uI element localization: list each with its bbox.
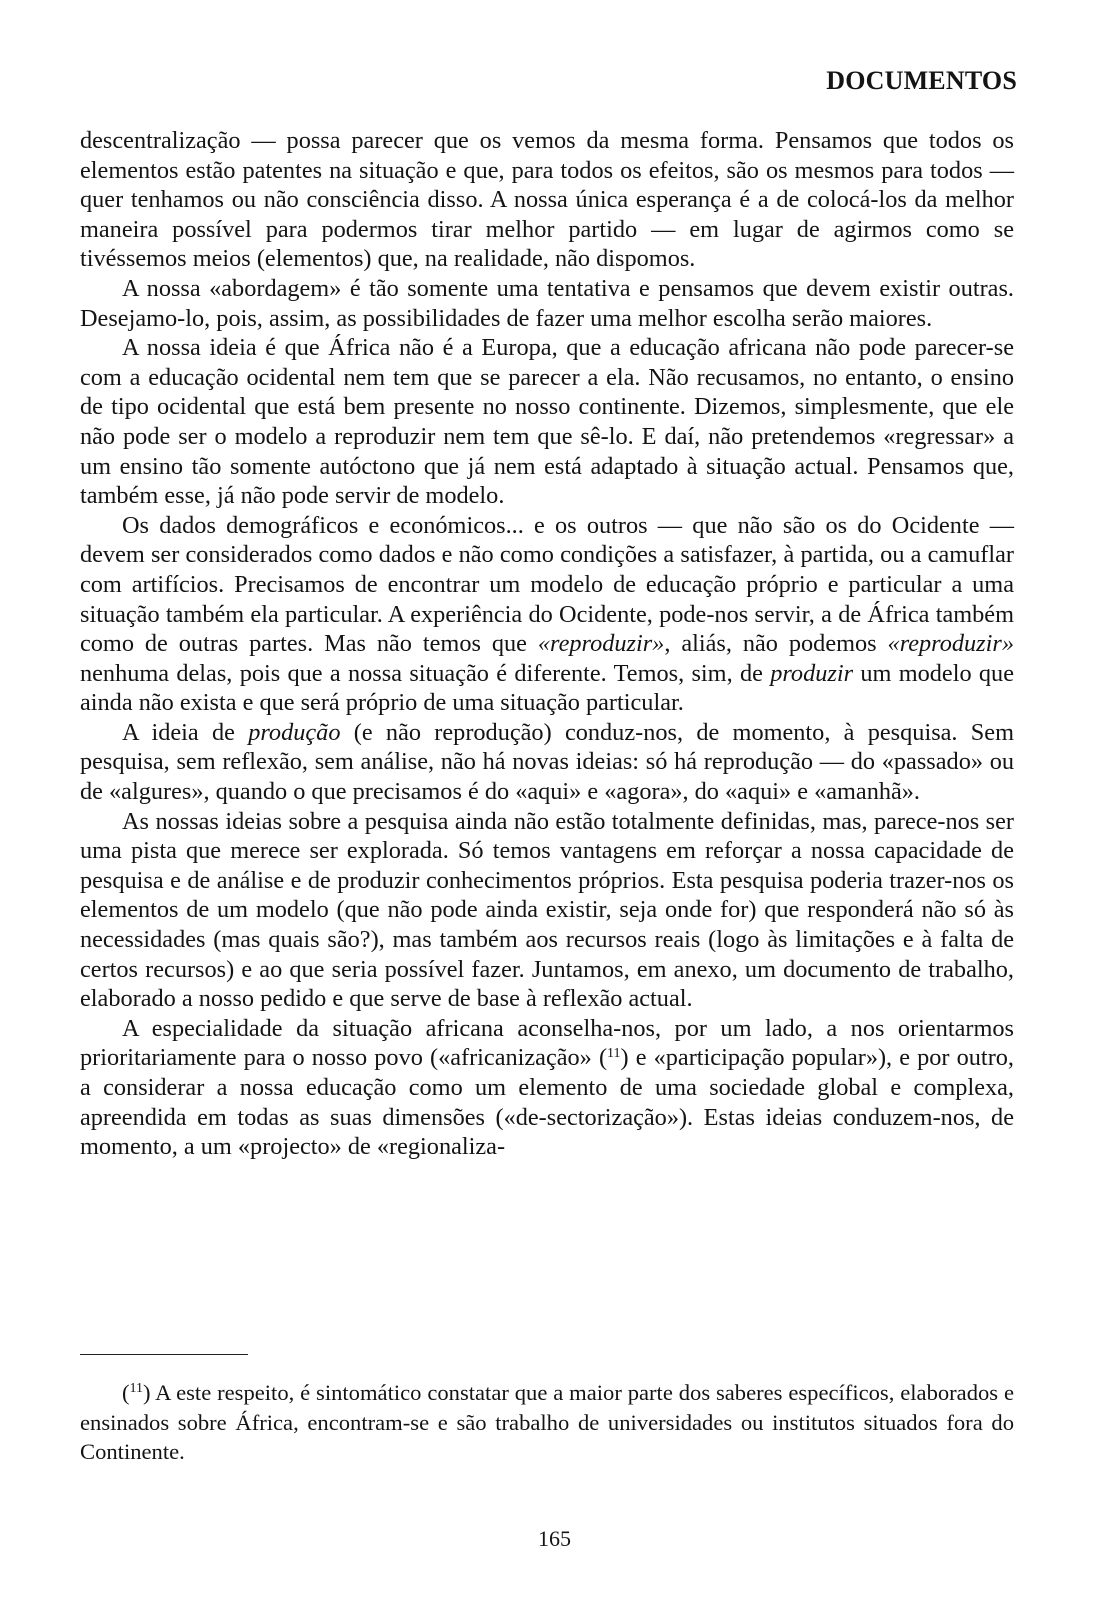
page-number: 165 [538, 1526, 571, 1551]
paragraph-4-italic-1: «reproduzir» [537, 630, 665, 658]
running-head: DOCUMENTOS [826, 66, 1017, 95]
footnote-text: A este respeito, é sintomático constatar que a maior parte dos saberes específicos, elaborados e ensinados sobre África, encontram-se e são trabalho de universidades ou institutos situados fora do Continente. [80, 1380, 1014, 1464]
paragraph-4-text-3: nenhuma delas, pois que a nossa situação é diferente. Temos, sim, de [80, 659, 771, 687]
footnote-marker: 11 [129, 1381, 144, 1396]
paragraph-7-text-1: A especialidade da situação africana aconselha-nos, por um lado, a nos orientarmos prioritariamente para o nosso povo («africanização» ( [80, 1014, 1014, 1072]
paragraph-4-text-4: um modelo que ainda não exista e que será próprio de uma situação particular. [80, 659, 1014, 717]
footnote-close-paren: ) [143, 1380, 151, 1405]
paragraph-5-text-2: (e não reprodução) conduz-nos, de momento, à pesquisa. Sem pesquisa, sem reflexão, sem análise, não há novas ideias: só há reprodução — do «passado» ou de «algures», quando o que precisamos é do «aqui» e «agora», do «aqui» e «amanhã». [80, 718, 1014, 806]
paragraph-4 [80, 511, 1014, 718]
footnote [80, 1378, 1014, 1467]
paragraph-6: As nossas ideias sobre a pesquisa ainda não estão totalmente definidas, mas, parece-nos ser uma pista que merece ser explorada. Só temos vantagens em reforçar a nossa capacidade de pesquisa e de análise e de produzir conhecimentos próprios. Esta pesquisa poderia trazer-nos os elementos de um modelo (que não pode ainda existir, seja onde for) que responderá não só às necessidades (mas quais são?), mas também aos recursos reais (logo às limitações e à falta de certos recursos) e ao que seria possível fazer. Juntamos, em anexo, um documento de trabalho, elaborado a nosso pedido e que serve de base à reflexão actual. [80, 807, 1014, 1013]
paragraph-4-text-1: Os dados demográficos e económicos... e os outros — que não são os do Ocidente — devem ser considerados como dados e não como condições a satisfazer, à partida, ou a camuflar com artifícios. Precisamos de encontrar um modelo de educação próprio e particular a uma situação também ela particular. A experiência do Ocidente, pode-nos servir, a de África também como de outras partes. Mas não temos que [80, 511, 1014, 658]
paragraph-2: A nossa «abordagem» é tão somente uma tentativa e pensamos que devem existir outras. Desejamo-lo, pois, assim, as possibilidades de fazer uma melhor escolha serão maiores. [80, 274, 1014, 332]
footnote-reference: 11 [607, 1046, 621, 1062]
paragraph-5-text-1: A ideia de [122, 718, 249, 746]
paragraph-5-italic-1: produção [248, 718, 341, 746]
paragraph-1: descentralização — possa parecer que os vemos da mesma forma. Pensamos que todos os elementos estão patentes na situação e que, para todos os efeitos, são os mesmos para todos — quer tenhamos ou não consciência disso. A nossa única esperança é a de colocá-los da melhor maneira possível para podermos tirar melhor partido — em lugar de agirmos como se tivéssemos meios (elementos) que, na realidade, não dispomos. [80, 127, 1014, 273]
footnote-separator [80, 1354, 248, 1355]
footnote-open-paren: ( [122, 1380, 130, 1405]
paragraph-5 [80, 718, 1014, 807]
body-text [80, 126, 1014, 1162]
paragraph-3: A nossa ideia é que África não é a Europa, que a educação africana não pode parecer-se com a educação ocidental nem tem que se parecer a ela. Não recusamos, no entanto, o ensino de tipo ocidental que está bem presente no nosso continente. Dizemos, simplesmente, que ele não pode ser o modelo a reproduzir nem tem que sê-lo. E daí, não pretendemos «regressar» a um ensino tão somente autóctono que já nem está adaptado à situação actual. Pensamos que, também esse, já não pode servir de modelo. [80, 334, 1014, 510]
paragraph-7 [80, 1014, 1014, 1162]
paragraph-4-italic-2: «reproduzir» [887, 630, 1014, 658]
paragraph-7-text-2: ) e «participação popular»), e por outro, a considerar a nossa educação como um elemento de uma sociedade global e complexa, apreendida em todas as suas dimensões («de-sectorização»). Estas ideias conduzem-nos, de momento, a um «projecto» de «regionaliza- [80, 1044, 1015, 1161]
paragraph-4-italic-3: produzir [770, 659, 854, 687]
paragraph-4-text-2: , aliás, não podemos [664, 630, 888, 658]
